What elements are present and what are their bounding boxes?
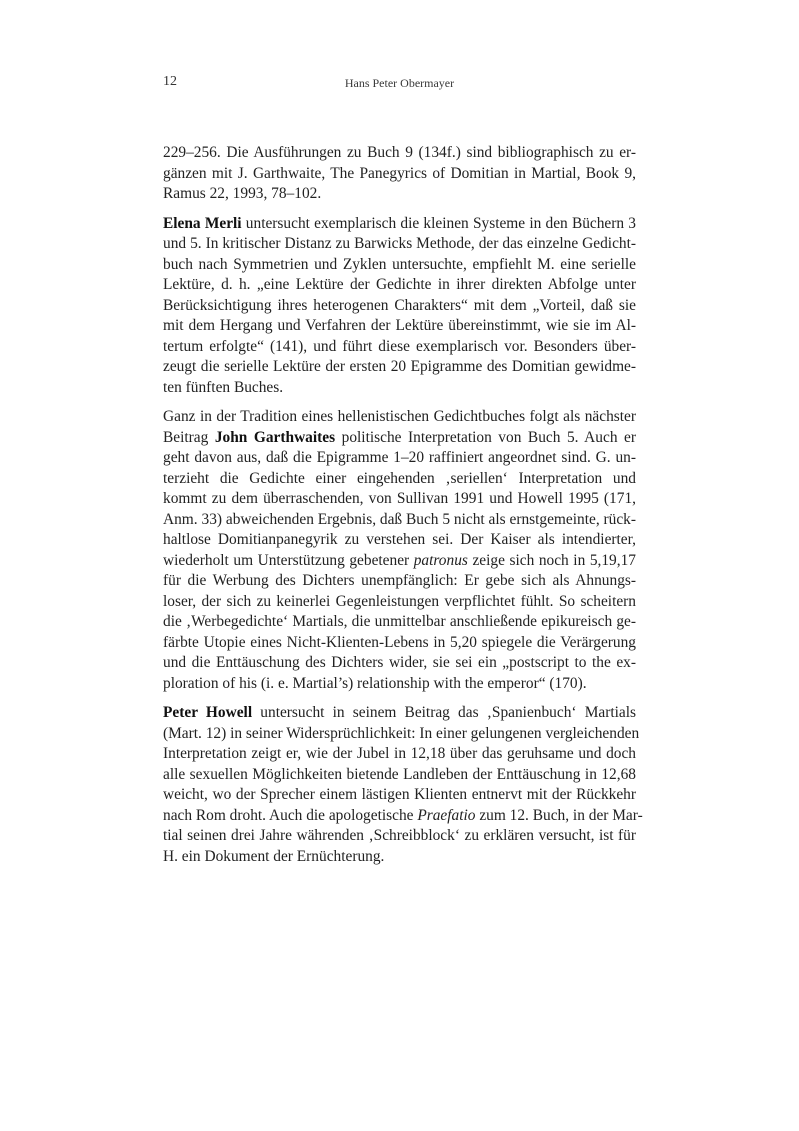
text-line: Ramus 22, 1993, 78–102. (163, 185, 322, 202)
paragraph-elena-merli (163, 214, 636, 399)
text-line: terzieht die Gedichte einer eingehenden ‚seriellen‘ Interpretation und (163, 469, 636, 487)
text-line: weicht, wo der Sprecher einem lästigen Klienten entnervt mit der Rückkehr (163, 786, 636, 803)
text-line: ploration of his (i. e. Martial’s) relationship with the emperor“ (170). (163, 674, 587, 692)
text-line: Interpretation zeigt er, wie der Jubel in 12,18 über das geruhsame und doch (163, 745, 636, 762)
text-line: die ‚Werbegedichte‘ Martials, die unmittelbar anschließende epikureisch ge- (163, 613, 636, 630)
text-line: Ganz in der Tradition eines hellenistischen Gedichtbuches folgt als nächster (163, 408, 636, 425)
text-line: tertum erfolgte“ (141), und führt diese exemplarisch vor. Besonders über- (163, 337, 636, 355)
text-line: kommt zu dem überraschenden, von Sullivan 1991 und Howell 1995 (171, (163, 490, 636, 507)
body-text (163, 143, 643, 876)
paragraph-peter-howell (163, 703, 643, 867)
text-line: haltlose Domitianpanegyrik zu verstehen sei. Der Kaiser als intendierter, (163, 531, 636, 548)
author-name-bold: Elena Merli (163, 214, 242, 232)
text-line: buch nach Symmetrien und Zyklen untersuchte, empfiehlt M. eine serielle (163, 255, 636, 273)
text-line: loser, der sich zu keinerlei Gegenleistungen verpflichtet fühlt. So scheitern (163, 592, 636, 610)
page-header (163, 74, 636, 94)
page-number: 12 (163, 74, 177, 89)
text-line: mit dem Hergang und Verfahren der Lektüre übereinstimmt, wie sie im Al- (163, 317, 636, 334)
text-line: färbte Utopie eines Nicht-Klienten-Lebens in 5,20 spiegele die Verärgerung (163, 633, 636, 651)
text-line: Peter Howell untersucht in seinem Beitrag das ‚Spanienbuch‘ Martials (163, 704, 636, 721)
text-line: nach Rom droht. Auch die apologetische Praefatio zum 12. Buch, in der Mar- (163, 806, 643, 824)
paragraph-john-garthwaite (163, 407, 636, 694)
italic-term: Praefatio (417, 806, 476, 824)
text-line: 229–256. Die Ausführungen zu Buch 9 (134f.) sind bibliographisch zu er- (163, 144, 636, 161)
text-line: gänzen mit J. Garthwaite, The Panegyrics of Domitian in Martial, Book 9, (163, 164, 636, 182)
text-line: Anm. 33) abweichenden Ergebnis, daß Buch 5 nicht als ernstgemeinte, rück- (163, 510, 636, 528)
text-line: Beitrag John Garthwaites politische Interpretation von Buch 5. Auch er (163, 428, 636, 446)
text-line: tial seinen drei Jahre währenden ‚Schreibblock‘ zu erklären versucht, ist für (163, 827, 636, 844)
italic-term: patronus (413, 551, 468, 569)
paragraph-bibliography-note (163, 143, 636, 205)
text-line: Elena Merli untersucht exemplarisch die kleinen Systeme in den Büchern 3 (163, 214, 636, 232)
text-line: und die Enttäuschung des Dichters wider, sie sei ein „postscript to the ex- (163, 654, 636, 671)
text-line: geht davon aus, daß die Epigramme 1–20 raffiniert angeordnet sind. G. un- (163, 449, 636, 466)
running-head-author: Hans Peter Obermayer (344, 76, 455, 90)
text-line: (Mart. 12) in seiner Widersprüchlichkeit: In einer gelungenen vergleichenden (163, 724, 640, 742)
text-line: alle sexuellen Möglichkeiten bietende Landleben der Enttäuschung in 12,68 (163, 765, 636, 783)
text-line: und 5. In kritischer Distanz zu Barwicks Methode, der das einzelne Gedicht- (163, 235, 636, 252)
text-line: wiederholt um Unterstützung gebetener patronus zeige sich noch in 5,19,17 (163, 551, 636, 569)
text-line: H. ein Dokument der Ernüchterung. (163, 847, 385, 865)
author-name-bold: John Garthwaites (214, 428, 336, 446)
author-name-bold: Peter Howell (163, 704, 253, 721)
text-line: ten fünften Buches. (163, 378, 284, 396)
text-line: Lektüre, d. h. „eine Lektüre der Gedichte in ihrer direkten Abfolge unter (163, 276, 636, 293)
text-line: zeugt die serielle Lektüre der ersten 20 Epigramme des Domitian gewidme- (163, 358, 636, 375)
text-line: Berücksichtigung ihres heterogenen Charakters“ mit dem „Vorteil, daß sie (163, 296, 636, 314)
text-line: für die Werbung des Dichters unempfänglich: Er gebe sich als Ahnungs- (163, 572, 636, 589)
